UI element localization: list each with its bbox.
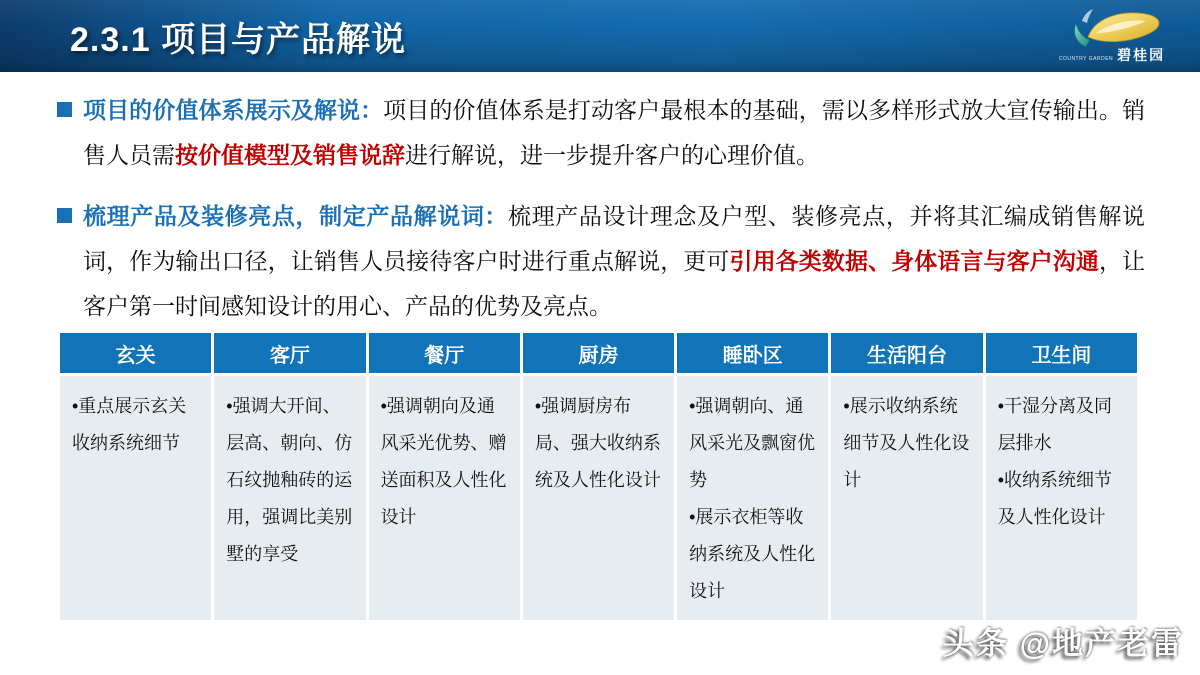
table-cell-entry-hall xyxy=(60,376,211,620)
cell-item: •强调厨房布局、强大收纳系统及人性化设计 xyxy=(534,396,661,490)
page-title: 2.3.1 项目与产品解说 xyxy=(70,20,407,59)
cell-item: •强调朝向、通风采光及飘窗优势 xyxy=(689,396,816,490)
bullet-1-body: 项目的价值体系是打动客户最根本的基础，需以多样形式放大宣传输出。销售人员需 xyxy=(83,97,1146,168)
cell-item: •强调朝向及通风采光优势、赠送面积及人性化设计 xyxy=(380,396,507,527)
bullet-2-tail: ，让客户第一时间感知设计的用心、产品的优势及亮点。 xyxy=(83,248,1146,319)
cell-item: •展示衣柜等收纳系统及人性化设计 xyxy=(689,507,816,601)
bullet-2-text xyxy=(83,194,1145,329)
table-cell-balcony xyxy=(831,376,982,620)
bullet-1-text xyxy=(83,88,1145,178)
table-header-bathroom: 卫生间 xyxy=(986,333,1137,373)
cell-item: •收纳系统细节及人性化设计 xyxy=(997,470,1112,527)
table-header-kitchen: 厨房 xyxy=(523,333,674,373)
table-cell-kitchen xyxy=(523,376,674,620)
content-area xyxy=(57,88,1145,345)
bullet-1-tail: 进行解说，进一步提升客户的心理价值。 xyxy=(405,142,819,168)
bullet-point-2 xyxy=(57,194,1145,329)
room-feature-table-wrap xyxy=(57,330,1140,623)
cell-item: •展示收纳系统细节及人性化设计 xyxy=(843,396,970,490)
room-feature-table xyxy=(57,330,1140,623)
watermark: 头条 @地产老雷 xyxy=(943,626,1184,661)
logo-subtext: COUNTRY GARDEN xyxy=(1058,56,1114,62)
logo-text: 碧桂园 xyxy=(1117,47,1166,63)
table-header-row xyxy=(60,333,1137,373)
bullet-1-highlight: 按价值模型及销售说辞 xyxy=(175,142,405,168)
company-logo xyxy=(1042,4,1182,68)
table-cell-living-room xyxy=(214,376,365,620)
bullet-1-lead: 项目的价值体系展示及解说： xyxy=(83,97,384,123)
bullet-2-body: 梳理产品设计理念及户型、装修亮点，并将其汇编成销售解说词，作为输出口径，让销售人员接待客户时进行重点解说，更可 xyxy=(83,203,1146,274)
table-body-row xyxy=(60,376,1137,620)
bullet-point-1 xyxy=(57,88,1145,178)
table-header-balcony: 生活阳台 xyxy=(831,333,982,373)
cell-item: •强调大开间、层高、朝向、仿石纹抛釉砖的运用，强调比美别墅的享受 xyxy=(226,396,353,564)
bullet-2-lead: 梳理产品及装修亮点，制定产品解说词： xyxy=(83,203,509,229)
bullet-2-highlight: 引用各类数据、身体语言与客户沟通 xyxy=(729,248,1099,274)
bullet-square-icon xyxy=(57,102,72,117)
table-header-dining-room: 餐厅 xyxy=(369,333,520,373)
cell-item: •重点展示玄关收纳系统细节 xyxy=(72,396,187,453)
title-bar xyxy=(0,0,1200,72)
table-cell-dining-room xyxy=(369,376,520,620)
cell-item: •干湿分离及同层排水 xyxy=(997,396,1112,453)
table-header-bedroom: 睡卧区 xyxy=(677,333,828,373)
table-header-living-room: 客厅 xyxy=(214,333,365,373)
bullet-square-icon xyxy=(57,208,72,223)
table-cell-bedroom xyxy=(677,376,828,620)
table-header-entry-hall: 玄关 xyxy=(60,333,211,373)
table-cell-bathroom xyxy=(986,376,1137,620)
